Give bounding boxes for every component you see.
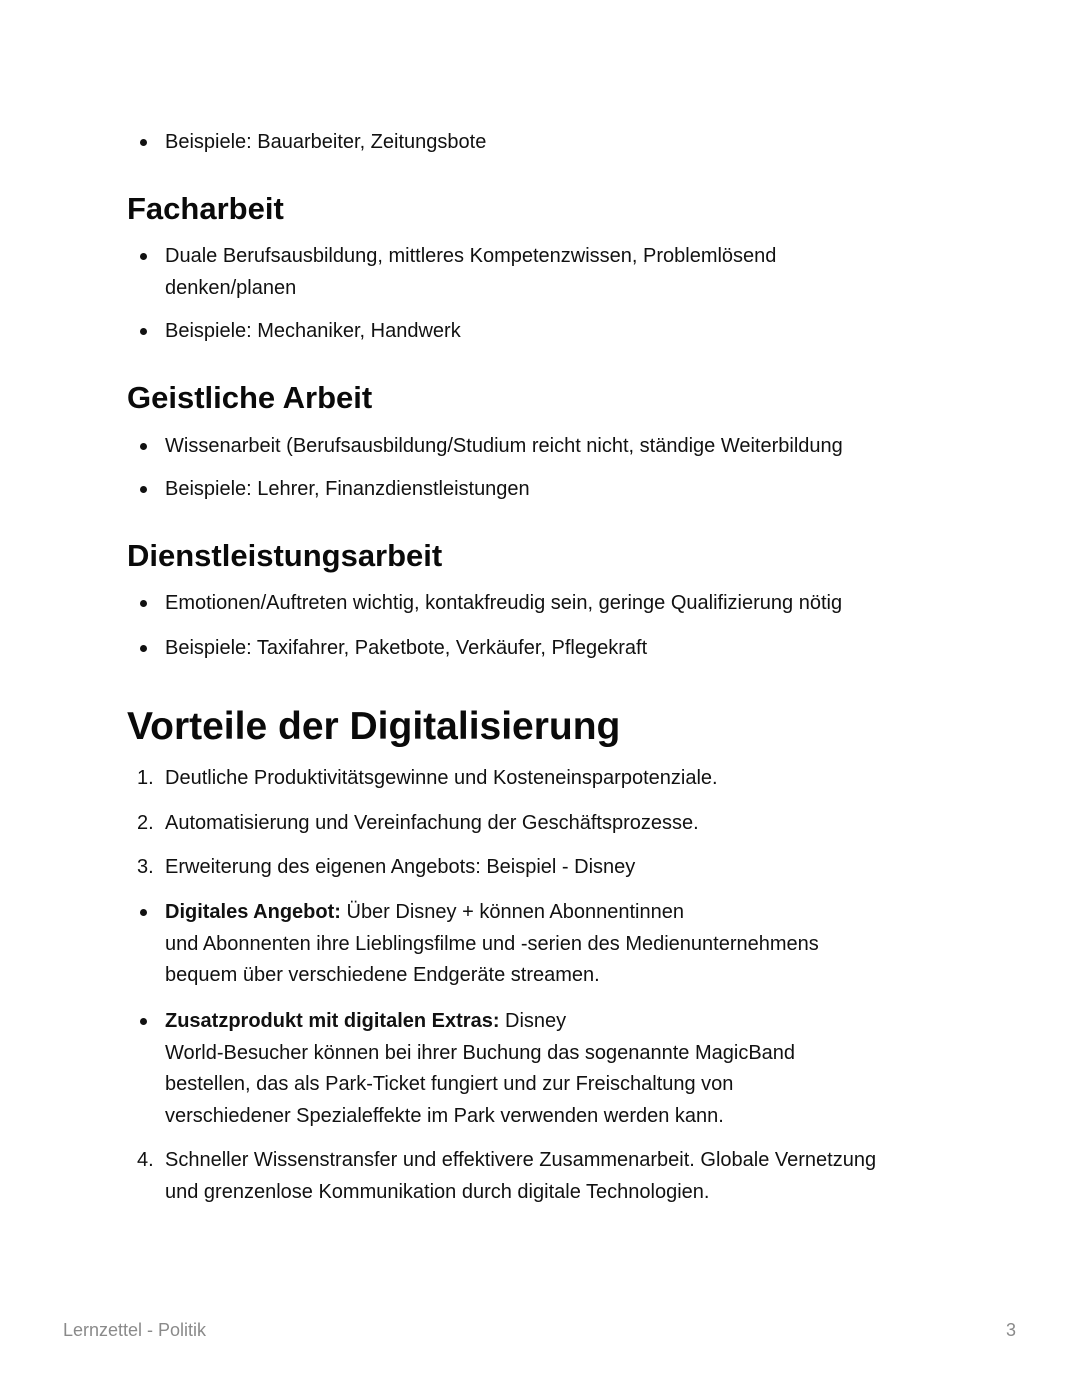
list-item-continuation: und Abonnenten ihre Lieblingsfilme und -serien des Medienunternehmens	[165, 933, 819, 955]
list-item: Wissenarbeit (Berufsausbildung/Studium reicht nicht, ständige Weiterbildung	[165, 435, 843, 457]
list-number: 3.	[137, 856, 154, 878]
footer-document-title: Lernzettel - Politik	[63, 1320, 207, 1340]
list-item: Duale Berufsausbildung, mittleres Kompetenzwissen, Problemlösend	[165, 245, 777, 267]
list-item: Beispiele: Mechaniker, Handwerk	[165, 320, 461, 342]
list-item-text: Über Disney + können Abonnentinnen	[340, 901, 684, 923]
list-item: Beispiele: Taxifahrer, Paketbote, Verkäufer, Pflegekraft	[165, 637, 648, 659]
numbered-item: Erweiterung des eigenen Angebots: Beispiel - Disney	[165, 856, 636, 878]
list-item-zusatzprodukt	[165, 1005, 566, 1037]
list-item: Beispiele: Bauarbeiter, Zeitungsbote	[165, 131, 487, 153]
bullet-icon	[140, 600, 147, 607]
section-heading-dienstleistungsarbeit: Dienstleistungsarbeit	[127, 538, 443, 573]
bullet-icon	[140, 139, 147, 146]
bullet-icon	[140, 1018, 147, 1025]
list-item-continuation: bestellen, das als Park-Ticket fungiert und zur Freischaltung von	[165, 1073, 734, 1095]
bullet-icon	[140, 645, 147, 652]
list-item-continuation: und grenzenlose Kommunikation durch digitale Technologien.	[165, 1181, 710, 1203]
section-heading-facharbeit: Facharbeit	[127, 191, 284, 226]
list-item-text: Disney	[499, 1010, 567, 1032]
list-item-continuation: denken/planen	[165, 277, 297, 299]
bullet-icon	[140, 443, 147, 450]
list-item-continuation: World-Besucher können bei ihrer Buchung das sogenannte MagicBand	[165, 1042, 796, 1064]
numbered-item: Schneller Wissenstransfer und effektivere Zusammenarbeit. Globale Vernetzung	[165, 1149, 877, 1171]
bullet-icon	[140, 253, 147, 260]
list-number: 2.	[137, 812, 154, 834]
list-item-continuation: verschiedener Spezialeffekte im Park verwenden werden kann.	[165, 1105, 724, 1127]
numbered-item: Deutliche Produktivitätsgewinne und Kosteneinsparpotenziale.	[165, 767, 718, 789]
bullet-icon	[140, 328, 147, 335]
bold-label: Digitales Angebot:	[165, 901, 341, 923]
bullet-icon	[140, 486, 147, 493]
numbered-item: Automatisierung und Vereinfachung der Geschäftsprozesse.	[165, 812, 699, 834]
bullet-icon	[140, 909, 147, 916]
list-item-digitales-angebot	[165, 896, 684, 928]
section-heading-geistliche-arbeit: Geistliche Arbeit	[127, 380, 373, 415]
footer-page-number: 3	[1006, 1320, 1017, 1340]
list-number: 4.	[137, 1149, 154, 1171]
list-item: Emotionen/Auftreten wichtig, kontakfreudig sein, geringe Qualifizierung nötig	[165, 592, 843, 614]
list-number: 1.	[137, 767, 154, 789]
bold-label: Zusatzprodukt mit digitalen Extras:	[165, 1010, 500, 1032]
list-item: Beispiele: Lehrer, Finanzdienstleistungen	[165, 478, 530, 500]
list-item-continuation: bequem über verschiedene Endgeräte streamen.	[165, 964, 600, 986]
section-heading-vorteile: Vorteile der Digitalisierung	[127, 705, 621, 748]
